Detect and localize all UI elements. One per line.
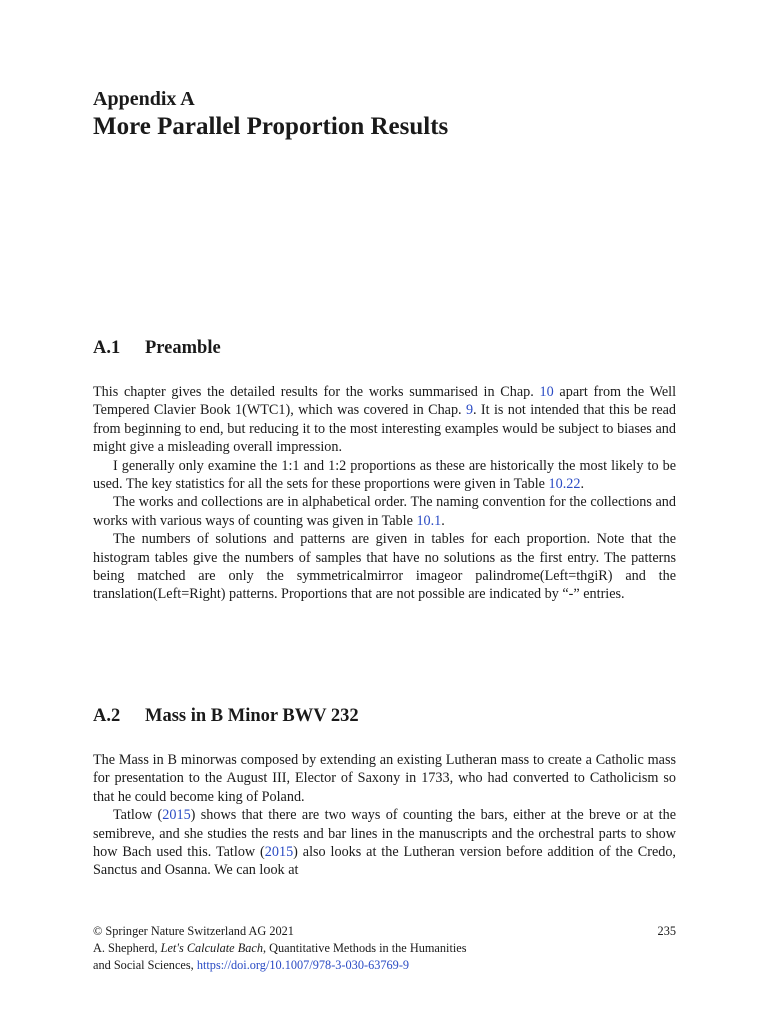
text-run: . xyxy=(580,476,584,493)
paragraph: The Mass in B minorwas composed by extending an existing Lutheran mass to create a Catholic mass for presentation to the August III, Elector of Saxony in 1733, who had converted to Catholicism so that he could become king of Poland. xyxy=(93,752,676,805)
citation-link[interactable]: 2015 xyxy=(264,844,294,861)
section-body-mass xyxy=(93,751,676,880)
text-run: ) shows that there are two ways of counting the bars, either at the breve or at the semibreve, and she studies the rests and bar lines in the manuscripts and the orchestral parts to show how Bach used this. Tatlow ( xyxy=(93,807,676,861)
text-run: This chapter gives the detailed results for the works summarised in Chap. xyxy=(93,384,534,400)
text-run: Tatlow ( xyxy=(113,807,163,824)
section-number: A.2 xyxy=(93,706,121,726)
series-text: , Quantitative Methods in the Humanities xyxy=(262,941,467,955)
citation-link[interactable]: 2015 xyxy=(162,807,191,824)
table-link[interactable]: 10.1 xyxy=(416,512,442,529)
chapter-link[interactable]: 9 xyxy=(465,402,474,419)
section-title: Preamble xyxy=(145,338,221,358)
book-title: Let's Calculate Bach xyxy=(160,941,263,955)
paragraph: The numbers of solutions and patterns are given in tables for each proportion. Note that the histogram tables give the numbers of samples that have no solutions as the first entry. The patterns being matched are only the symmetricalmirror imageor palindrome(Left=thgiR) and the translation(Left=Right) patterns. Proportions that are not possible are indicated by “-” entries. xyxy=(93,531,676,603)
paragraph xyxy=(93,383,676,457)
citation-line xyxy=(93,940,676,957)
section-heading-preamble xyxy=(93,338,221,359)
page-number: 235 xyxy=(657,924,676,938)
appendix-label: Appendix A xyxy=(93,88,195,110)
text-run: ) also looks at the Lutheran version before addition of the Credo, Sanctus and Osanna. We can look at xyxy=(93,844,676,879)
text-run: apart from the Well Tempered Clavier Book 1(WTC1), which was covered in Chap. xyxy=(93,384,677,419)
section-title: Mass in B Minor BWV 232 xyxy=(145,706,359,726)
series-text: and Social Sciences, xyxy=(93,958,194,972)
text-run: . xyxy=(441,512,445,529)
paragraph xyxy=(93,806,676,880)
paragraph xyxy=(93,493,676,530)
appendix-title: More Parallel Proportion Results xyxy=(93,113,449,140)
author: A. Shepherd, xyxy=(93,941,158,955)
text-run: . It is not intended that this be read from beginning to end, but reducing it to the most interesting examples would be subject to biases and might give a misleading overall impression. xyxy=(93,402,677,456)
section-body-preamble xyxy=(93,383,676,604)
text-run: The works and collections are in alphabetical order. The naming convention for the collections and works with various ways of counting was given in Table xyxy=(93,494,676,529)
doi-link[interactable]: https://doi.org/10.1007/978-3-030-63769-9 xyxy=(196,958,410,972)
section-heading-mass xyxy=(93,706,359,727)
paragraph xyxy=(93,457,676,494)
table-link[interactable]: 10.22 xyxy=(548,476,581,493)
series-line xyxy=(93,957,676,974)
page-footer xyxy=(93,923,676,974)
chapter-link[interactable]: 10 xyxy=(539,384,554,400)
copyright-line: © Springer Nature Switzerland AG 2021 xyxy=(93,924,294,938)
text-run: I generally only examine the 1:1 and 1:2 proportions as these are historically the most likely to be used. The key statistics for all the sets for these proportions were given in Table xyxy=(93,457,676,493)
section-number: A.1 xyxy=(93,338,121,358)
